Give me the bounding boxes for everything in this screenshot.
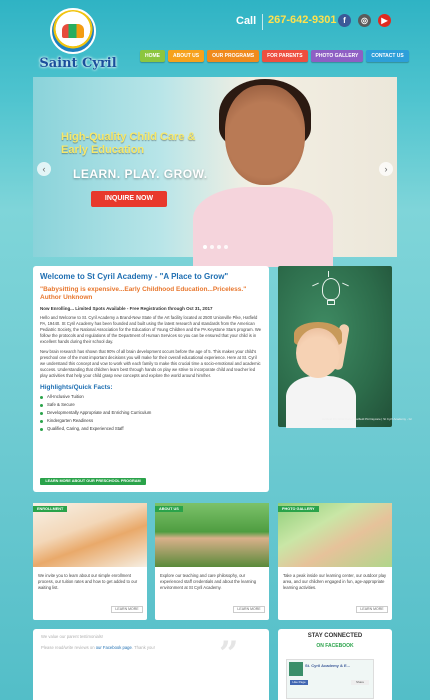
welcome-paragraph-2: New brain research has shown that 90% of all brain development occurs before the age of 5. This makes your child's preschool one of the most important decisions you will make for their overall educational experience. Here at St. Cyril we understand this concept and vow to work with each family to make this crucial time a socio-emotional and academic success. Understanding that children learn best through hands on play we strive to incorporate child and teacher led play activities that help your child grasp new concepts and explore the world around him/her. [40, 349, 261, 378]
quote-mark-icon: ” [219, 634, 239, 674]
lightbulb-icon [322, 278, 340, 300]
facts-title: Highlights/Quick Facts: [40, 384, 113, 391]
facebook-icon[interactable]: f [338, 14, 351, 27]
about-us-photo [155, 503, 269, 567]
slider-dot[interactable] [217, 245, 221, 249]
learn-more-button[interactable]: LEARN MORE [233, 606, 265, 613]
learn-more-button[interactable]: LEARN MORE [356, 606, 388, 613]
header-divider [262, 14, 263, 30]
enrolling-notice: Now Enrolling... Limited Spots Available - Free Registration through Oct 31, 2017 [40, 306, 213, 311]
logo-badge [50, 8, 96, 54]
logo[interactable] [28, 8, 118, 74]
facts-list [40, 393, 262, 433]
testimonial-prefix: Please read/write reviews on [41, 645, 95, 650]
card-tag: ENROLLMENT [33, 506, 67, 512]
welcome-title: Welcome to St Cyril Academy - "A Place to Grow" [40, 272, 229, 281]
youtube-icon[interactable]: ▶ [378, 14, 391, 27]
phone-number[interactable]: 267-642-9301 [268, 14, 337, 26]
photo-caption: Hatfield PA Child Care | Hatfield PA Daycare | St Cyril Academy - Gr [322, 417, 412, 421]
nav-contact-us[interactable]: CONTACT US [366, 50, 408, 62]
facebook-widget [286, 659, 374, 699]
enrollment-card [33, 503, 147, 620]
main-nav [140, 50, 409, 62]
testimonial-suffix: . Thank you! [131, 645, 155, 650]
facebook-page-link[interactable]: our Facebook page [95, 645, 132, 650]
stay-connected-panel [278, 629, 392, 700]
nav-about-us[interactable]: ABOUT US [168, 50, 204, 62]
list-item: Qualified, Caring, and Experienced Staff [40, 425, 262, 433]
hero-photo [183, 77, 353, 257]
hero-photo-shirt [193, 187, 333, 267]
learn-more-preschool-button[interactable]: LEARN MORE ABOUT OUR PRESCHOOL PROGRAM [40, 478, 146, 485]
inquire-now-button[interactable]: INQUIRE NOW [91, 191, 167, 207]
slider-prev-icon[interactable]: ‹ [37, 162, 51, 176]
lightbulb-base [327, 300, 335, 305]
testimonial-panel [33, 629, 269, 700]
card-text: We invite you to learn about our simple enrollment process, our tuition rates and how to get added to our waiting list. [38, 573, 138, 590]
logo-kids-graphic [62, 24, 84, 38]
list-item: Developmentally Appropriate and Enriching Curriculum [40, 409, 262, 417]
on-facebook-subtitle: ON FACEBOOK [316, 643, 354, 649]
slider-dots [203, 245, 228, 249]
share-button[interactable]: Share [351, 680, 369, 685]
bulb-ray [342, 283, 349, 287]
about-us-card [155, 503, 269, 620]
boy-face [296, 328, 340, 378]
welcome-panel [33, 266, 269, 492]
hero-photo-face [225, 85, 305, 185]
bulb-ray [312, 283, 319, 287]
testimonial-heading: We value our parent testimonials! [41, 634, 104, 639]
nav-photo-gallery[interactable]: PHOTO GALLERY [311, 50, 364, 62]
facebook-page-name[interactable]: St. Cyril Academy & E... [305, 663, 350, 668]
logo-name: Saint Cyril [39, 56, 117, 71]
hero-slider [33, 77, 397, 257]
nav-for-parents[interactable]: FOR PARENTS [262, 50, 307, 62]
slider-dot[interactable] [224, 245, 228, 249]
welcome-paragraph-1: Hello and Welcome to St. Cyril Academy a Brand-New State of the Art facility located at 2500 Unionville Pike, Hatfield PA, 19440. St Cyril Academy has been founded and built using the latest research and standards from the American Pediatric Society, the National Association for the Education of Young Children and the PA Keystone Stars program. We follow the protocols and regulations of the Department of Human Services so you can be ensured that your child is in excellent hands during their school day. [40, 315, 262, 344]
hero-tagline: LEARN. PLAY. GROW. [73, 167, 208, 181]
stay-connected-title: STAY CONNECTED [307, 633, 363, 639]
hero-headline: High-Quality Child Care & Early Education [61, 131, 196, 156]
nav-our-programs[interactable]: OUR PROGRAMS [207, 50, 259, 62]
call-label: Call [236, 15, 257, 27]
card-text: Explore our teaching and care philosophy, our experienced staff credentials and about the learning environment at St Cyril Academy. [160, 573, 257, 590]
like-page-button[interactable]: Like Page [290, 680, 308, 685]
list-item: All-Inclusive Tuition [40, 393, 262, 401]
slider-next-icon[interactable]: › [379, 162, 393, 176]
enrollment-photo [33, 503, 147, 567]
bulb-ray [328, 271, 329, 277]
card-tag: ABOUT US [155, 506, 183, 512]
nav-home[interactable]: HOME [140, 50, 165, 62]
learn-more-button[interactable]: LEARN MORE [111, 606, 143, 613]
slider-dot[interactable] [203, 245, 207, 249]
card-text: Take a peak inside our learning center, our outdoor play area, and our children engaged in fun, age-appropriate learning activities. [283, 573, 387, 590]
photo-gallery-card [278, 503, 392, 620]
card-tag: PHOTO GALLERY [278, 506, 319, 512]
slider-dot[interactable] [210, 245, 214, 249]
list-item: Safe & Secure [40, 401, 262, 409]
facebook-page-thumbnail [289, 662, 303, 676]
photo-gallery-photo [278, 503, 392, 567]
welcome-quote: "Babysitting is expensive...Early Childhood Education...Priceless." Author Unknown [40, 286, 247, 301]
list-item: Kindergarten Readiness [40, 417, 262, 425]
side-photo [278, 266, 412, 427]
site-header [0, 0, 430, 70]
instagram-icon[interactable]: ◎ [358, 14, 371, 27]
